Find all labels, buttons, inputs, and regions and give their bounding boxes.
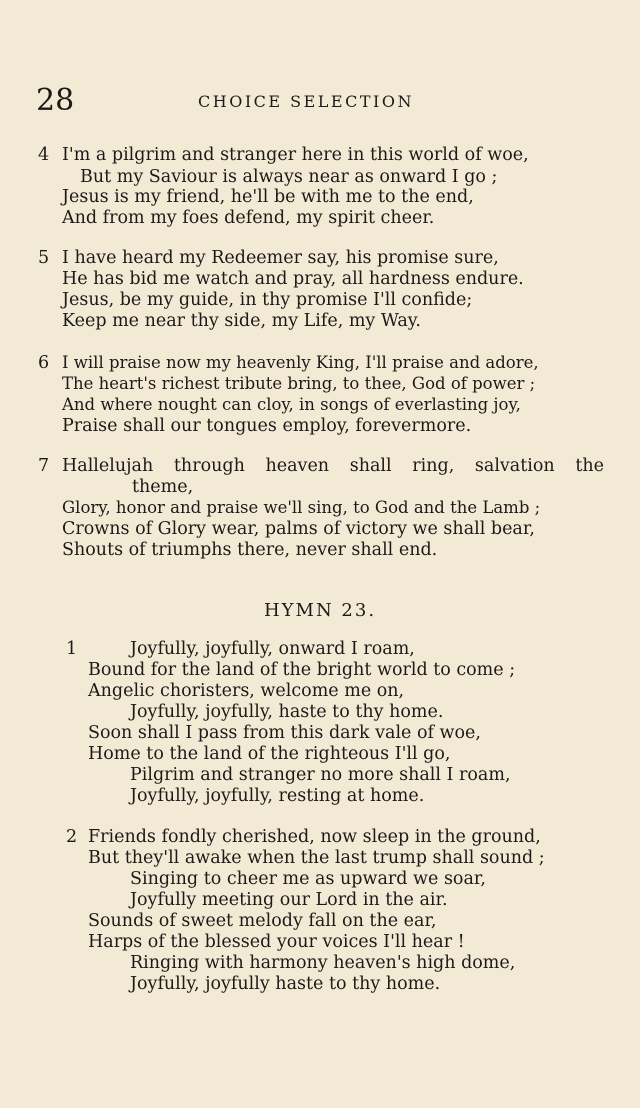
verse-line: Hallelujah through heaven shall ring, salvation the [62,456,604,476]
verse-line: Jesus is my friend, he'll be with me to the end, [62,187,474,207]
verse-line: Soon shall I pass from this dark vale of woe, [88,723,481,743]
verse-line: Joyfully, joyfully, haste to thy home. [130,702,444,722]
stanza-number: 6 [38,353,50,373]
hymn-title: HYMN 23. [263,600,377,621]
verse-line: Home to the land of the righteous I'll go, [88,744,451,764]
verse-line: theme, [132,477,194,497]
verse-line: Praise shall our tongues employ, forevermore. [62,416,472,436]
page-number: 28 [36,83,75,118]
verse-line: And where nought can cloy, in songs of everlasting joy, [62,395,521,414]
verse-line: Friends fondly cherished, now sleep in the ground, [88,827,541,847]
stanza-number: 2 [66,827,78,847]
verse-line: Keep me near thy side, my Life, my Way. [62,311,421,331]
verse-line: Sounds of sweet melody fall on the ear, [88,911,437,931]
verse-line: I have heard my Redeemer say, his promise sure, [62,248,499,268]
verse-line: Singing to cheer me as upward we soar, [130,869,486,889]
verse-line: Joyfully, joyfully, resting at home. [130,786,425,806]
running-head: CHOICE SELECTION [198,92,414,111]
verse-line: Glory, honor and praise we'll sing, to God and the Lamb ; [62,498,541,517]
verse-line: I will praise now my heavenly King, I'll praise and adore, [62,353,539,372]
stanza-number: 1 [66,639,78,659]
verse-line: The heart's richest tribute bring, to thee, God of power ; [62,374,536,393]
verse-line: Joyfully, joyfully haste to thy home. [130,974,441,994]
verse-line: Crowns of Glory wear, palms of victory we shall bear, [62,519,535,539]
verse-line: Joyfully, joyfully, onward I roam, [130,639,415,659]
verse-line: He has bid me watch and pray, all hardness endure. [62,269,524,289]
verse-line: Shouts of triumphs there, never shall end. [62,540,438,560]
verse-line: Jesus, be my guide, in thy promise I'll confide; [62,290,473,310]
verse-line: I'm a pilgrim and stranger here in this world of woe, [62,145,529,165]
verse-line: Pilgrim and stranger no more shall I roam, [130,765,511,785]
page-header [36,84,616,120]
stanza-number: 5 [38,248,50,268]
verse-line: But my Saviour is always near as onward I go ; [80,167,498,187]
stanza-number: 4 [38,145,50,165]
verse-line: Harps of the blessed your voices I'll hear ! [88,932,465,952]
verse-line: Ringing with harmony heaven's high dome, [130,953,516,973]
stanza-number: 7 [38,456,50,476]
verse-line: Bound for the land of the bright world to come ; [88,660,516,680]
verse-line: Joyfully meeting our Lord in the air. [130,890,448,910]
verse-line: But they'll awake when the last trump shall sound ; [88,848,545,868]
verse-line: And from my foes defend, my spirit cheer. [62,208,435,228]
verse-line: Angelic choristers, welcome me on, [88,681,405,701]
